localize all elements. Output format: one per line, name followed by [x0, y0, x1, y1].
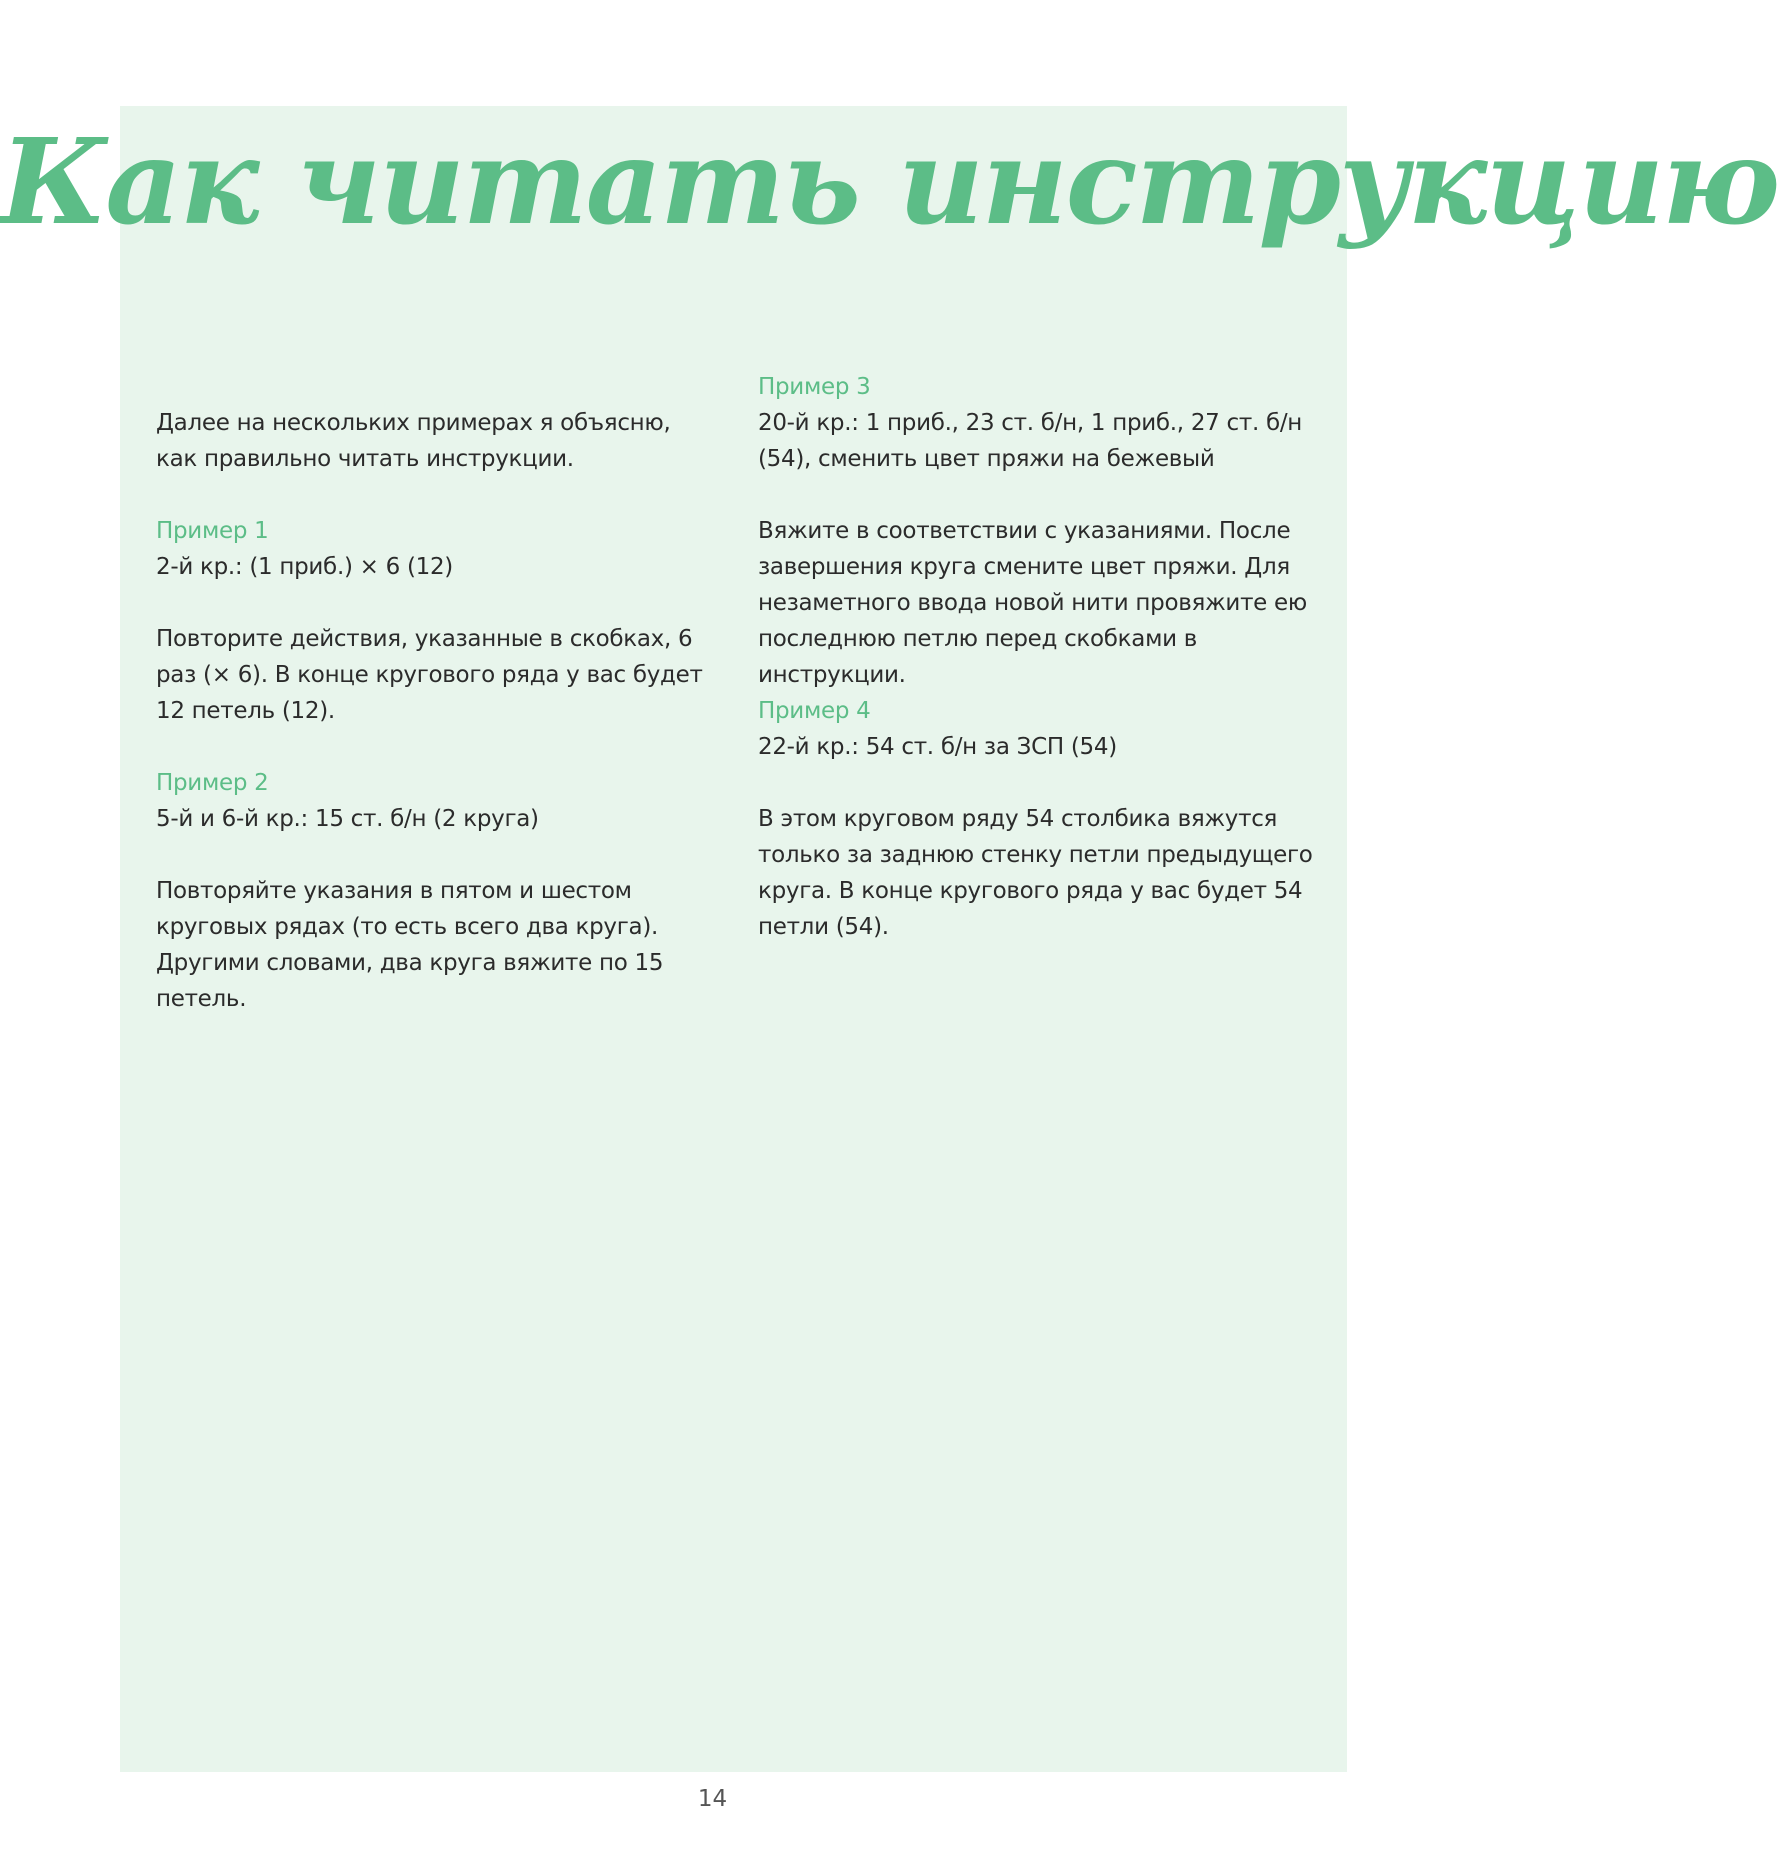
example-4-explanation: В этом круговом ряду 54 столбика вяжутся только за заднюю стенку петли предыдущего круга. В конце кругового ряда у вас будет 54 петли (54).	[758, 806, 1313, 940]
example-2-explanation: Повторяйте указания в пятом и шестом круговых рядах (то есть всего два круга). Другими словами, два круга вяжите по 15 петель.	[156, 878, 664, 1012]
example-4-instruction: 22-й кр.: 54 ст. б/н за ЗСП (54)	[758, 734, 1117, 760]
page-number: 14	[697, 1786, 728, 1812]
example-2-heading: Пример 2	[156, 770, 269, 796]
page-title: Как читать инструкцию	[0, 112, 1778, 251]
example-1-instruction: 2-й кр.: (1 приб.) × 6 (12)	[156, 554, 453, 580]
left-column	[156, 405, 716, 1017]
example-4-heading: Пример 4	[758, 698, 871, 724]
example-3-explanation: Вяжите в соответствии с указаниями. После завершения круга смените цвет пряжи. Для незаметного ввода новой нити провяжите ею последнюю петлю перед скобками в инструкции.	[758, 518, 1307, 688]
example-2-instruction: 5-й и 6-й кр.: 15 ст. б/н (2 круга)	[156, 806, 539, 832]
right-column	[758, 369, 1318, 945]
example-3-instruction: 20-й кр.: 1 приб., 23 ст. б/н, 1 приб., 27 ст. б/н (54), сменить цвет пряжи на бежевый	[758, 410, 1303, 472]
intro-paragraph: Далее на нескольких примерах я объясню, как правильно читать инструкции.	[156, 410, 671, 472]
example-1-explanation: Повторите действия, указанные в скобках, 6 раз (× 6). В конце кругового ряда у вас будет 12 петель (12).	[156, 626, 703, 724]
example-3-heading: Пример 3	[758, 374, 871, 400]
example-1-heading: Пример 1	[156, 518, 269, 544]
